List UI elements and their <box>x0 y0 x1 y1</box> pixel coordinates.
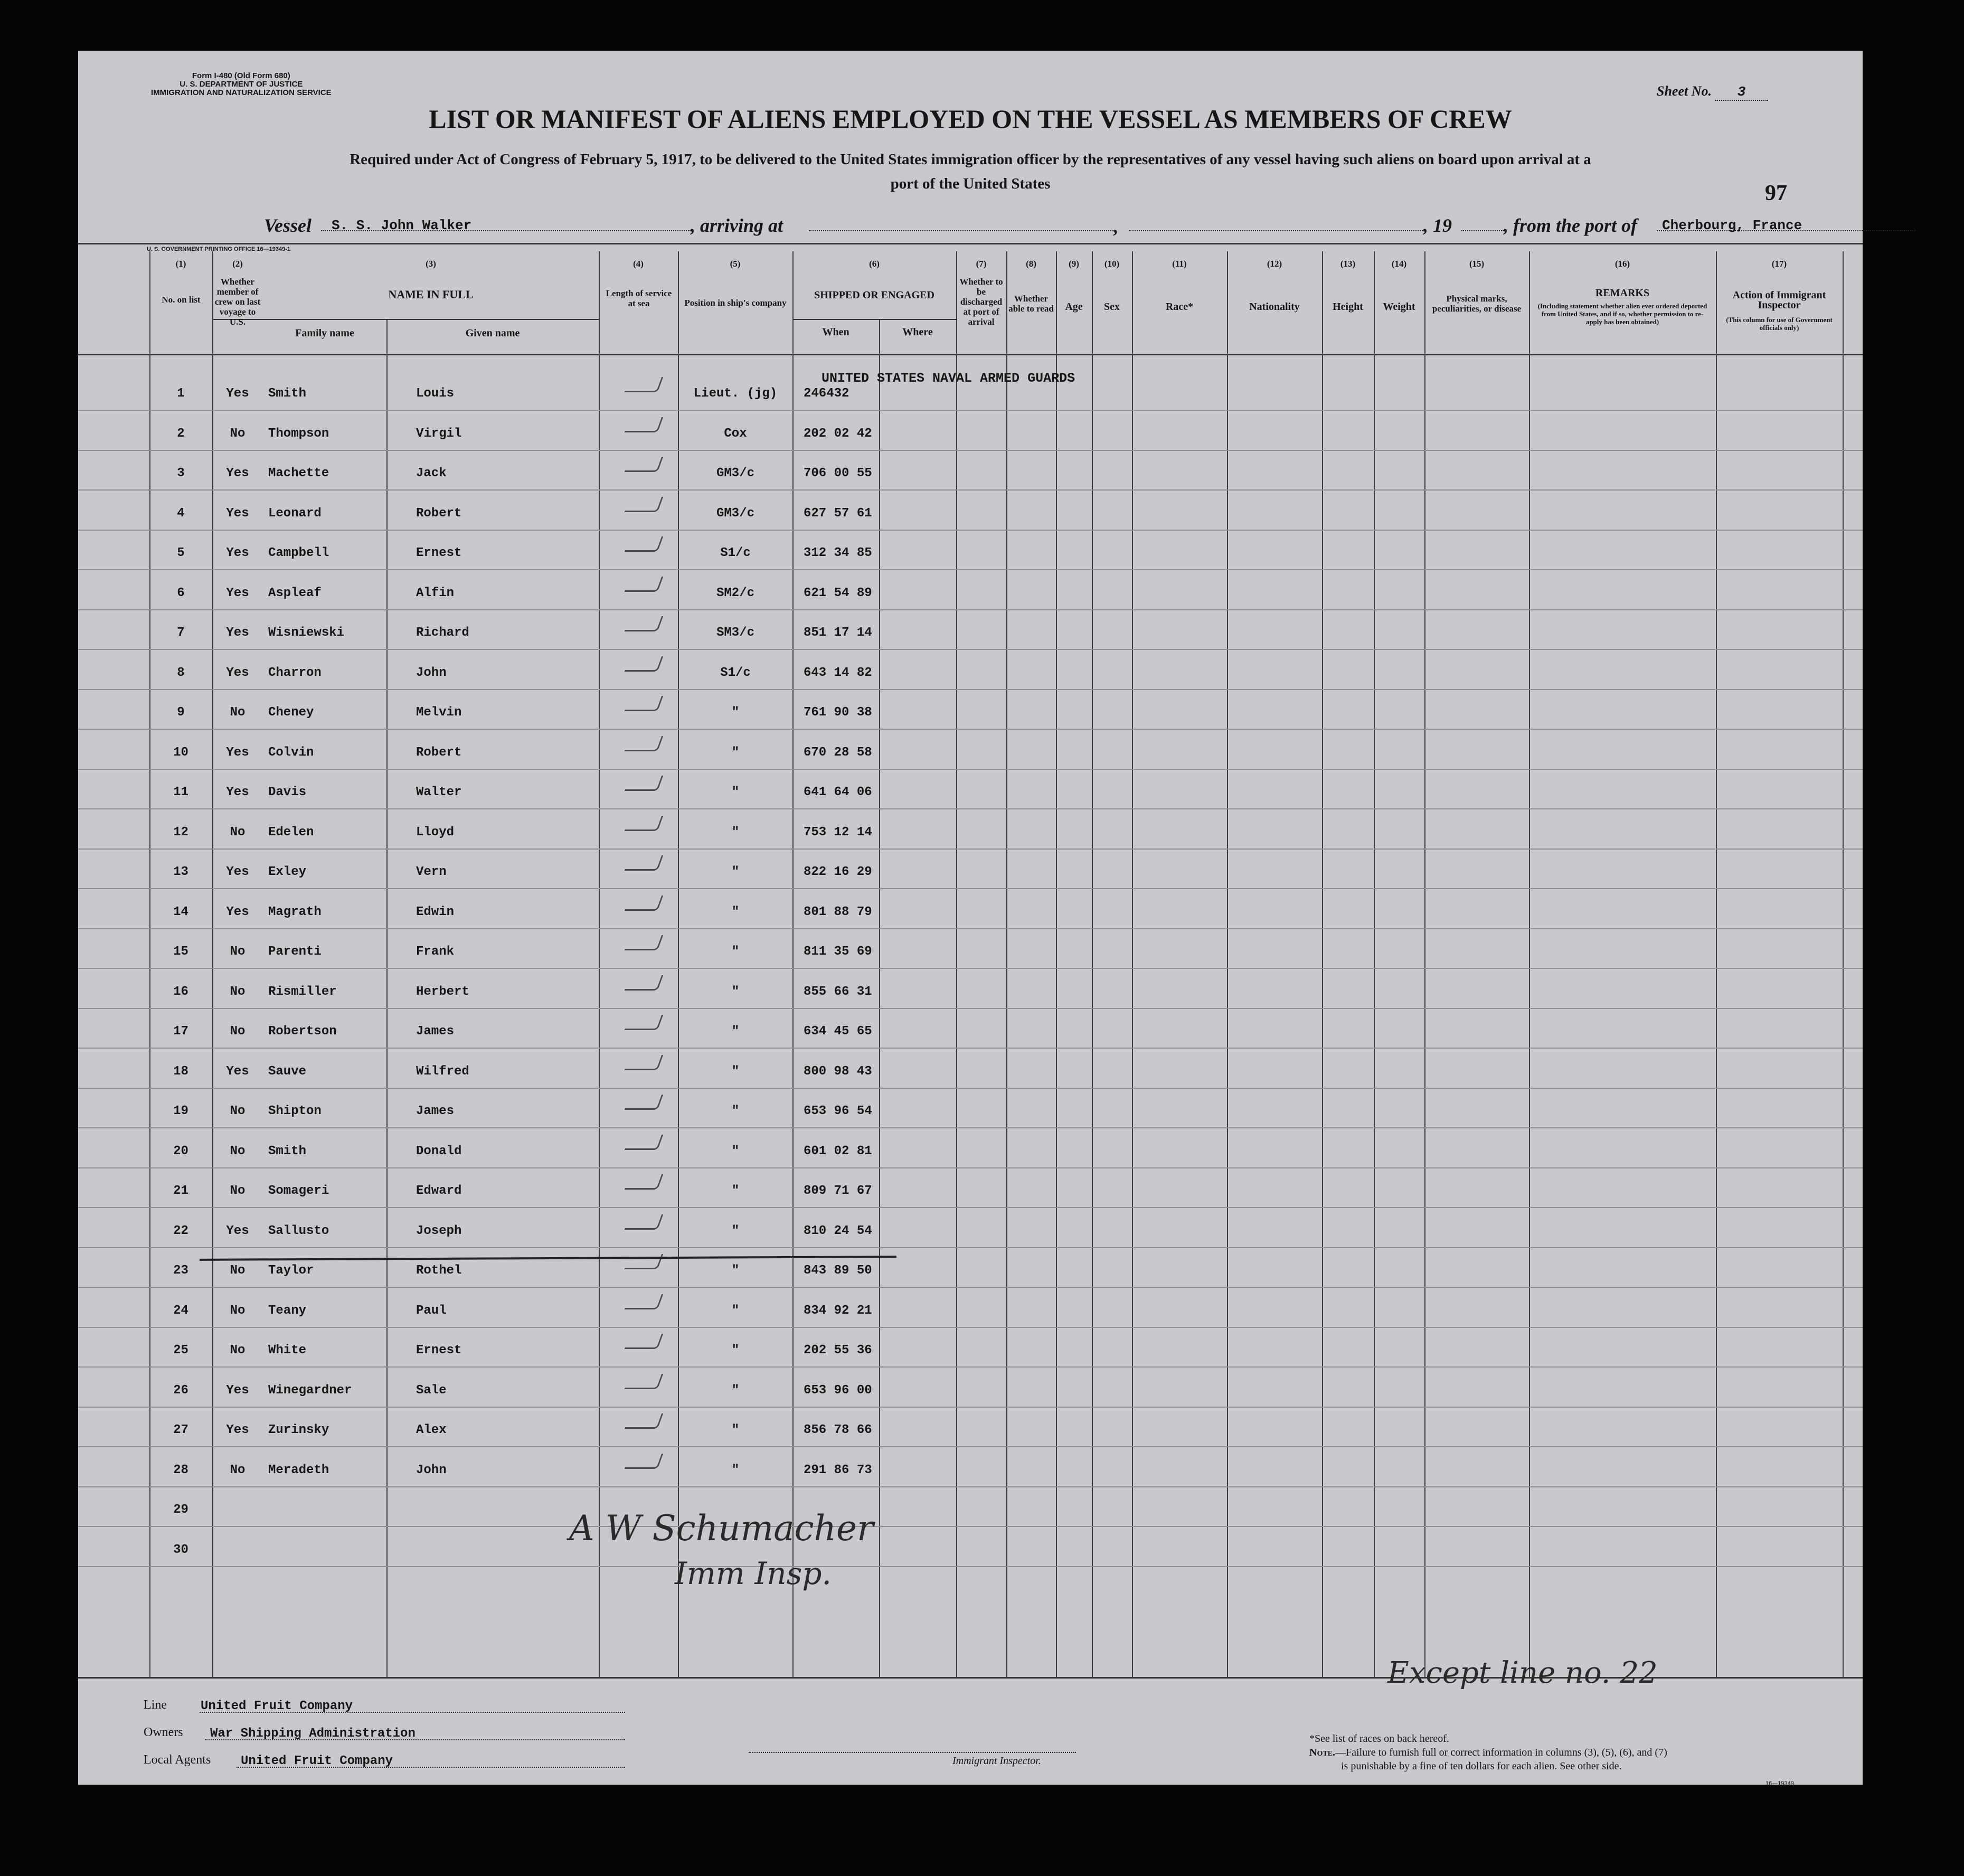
row-shipped-when: 634 45 65 <box>804 1024 872 1039</box>
check-mark-icon <box>625 1214 664 1230</box>
row-last-voyage: Yes <box>226 586 249 600</box>
row-given-name: Robert <box>416 746 462 760</box>
service: IMMIGRATION AND NATURALIZATION SERVICE <box>151 88 332 97</box>
footer-owners-value: War Shipping Administration <box>210 1727 416 1741</box>
row-last-voyage: No <box>230 1304 246 1318</box>
row-last-voyage: Yes <box>226 746 249 760</box>
row-family-name: Edelen <box>268 825 314 840</box>
row-family-name: Thompson <box>268 427 329 441</box>
footer-owners-label: Owners <box>144 1726 183 1739</box>
row-number: 12 <box>173 825 188 840</box>
row-given-name: Melvin <box>416 705 462 720</box>
row-shipped-when: 641 64 06 <box>804 785 872 799</box>
check-mark-icon <box>625 975 664 991</box>
row-last-voyage: No <box>230 1144 246 1158</box>
page-number: 97 <box>1765 181 1787 205</box>
row-shipped-when: 291 86 73 <box>804 1463 872 1477</box>
row-position: " <box>731 1423 740 1437</box>
row-given-name: Richard <box>416 626 469 640</box>
row-shipped-when: 809 71 67 <box>804 1184 872 1198</box>
row-number: 1 <box>177 386 185 401</box>
row-family-name: Robertson <box>268 1024 337 1039</box>
row-last-voyage: No <box>230 985 246 999</box>
row-given-name: James <box>416 1024 455 1039</box>
subtitle-line1: Required under Act of Congress of February 5, 1917, to be delivered to the United States immigration officer by the representatives of any vessel having such aliens on board upon arrival at a <box>350 151 1591 168</box>
form-id: Form I-480 (Old Form 680) <box>192 71 290 80</box>
inspector-signature: A W Schumacher <box>569 1508 874 1549</box>
row-last-voyage: Yes <box>226 1383 249 1398</box>
header-weight: Weight <box>1383 301 1415 313</box>
row-position: " <box>731 1224 740 1238</box>
col-number: (9) <box>1069 259 1079 269</box>
row-last-voyage: No <box>230 1463 246 1477</box>
row-shipped-when: 312 34 85 <box>804 546 872 560</box>
col-number: (5) <box>730 259 741 269</box>
row-number: 9 <box>177 705 185 720</box>
header-name-in-full: NAME IN FULL <box>388 288 474 301</box>
row-number: 3 <box>177 466 185 480</box>
row-shipped-when: 856 78 66 <box>804 1423 872 1437</box>
row-position: " <box>731 705 740 720</box>
row-shipped-when: 706 00 55 <box>804 466 872 480</box>
row-given-name: Ernest <box>416 546 462 560</box>
row-number: 10 <box>173 746 188 760</box>
check-mark-icon <box>625 855 664 871</box>
row-family-name: Wisniewski <box>268 626 345 640</box>
row-position: " <box>731 1383 740 1398</box>
check-mark-icon <box>625 895 664 911</box>
row-last-voyage: No <box>230 825 246 840</box>
check-mark-icon <box>625 816 664 831</box>
col-number: (15) <box>1469 259 1485 269</box>
row-family-name: Somageri <box>268 1184 329 1198</box>
row-family-name: Parenti <box>268 945 322 959</box>
row-given-name: Wilfred <box>416 1064 469 1079</box>
row-shipped-when: 834 92 21 <box>804 1304 872 1318</box>
header-action-note: (This column for use of Government officials only) <box>1726 316 1833 332</box>
row-given-name: Louis <box>416 386 455 401</box>
sheet-number: 3 <box>1715 84 1768 101</box>
row-position: " <box>731 1184 740 1198</box>
arriving-label: , arriving at <box>691 215 783 236</box>
row-last-voyage: Yes <box>226 865 249 879</box>
check-mark-icon <box>625 1374 664 1389</box>
col-number: (3) <box>426 259 436 269</box>
check-mark-icon <box>625 377 664 392</box>
row-given-name: Alex <box>416 1423 447 1437</box>
row-number: 22 <box>173 1224 188 1238</box>
row-shipped-when: 621 54 89 <box>804 586 872 600</box>
row-family-name: Colvin <box>268 746 314 760</box>
row-shipped-when: 800 98 43 <box>804 1064 872 1079</box>
row-given-name: Edwin <box>416 905 455 919</box>
row-number: 13 <box>173 865 188 879</box>
sheet-number-label: Sheet No. 3 <box>1657 83 1768 101</box>
col-number: (7) <box>976 259 987 269</box>
header-nationality: Nationality <box>1249 301 1300 313</box>
inspector-title: Imm Insp. <box>675 1556 832 1591</box>
row-given-name: Virgil <box>416 427 462 441</box>
row-given-name: Joseph <box>416 1224 462 1238</box>
row-family-name: Sauve <box>268 1064 307 1079</box>
row-family-name: Sallusto <box>268 1224 329 1238</box>
row-shipped-when: 810 24 54 <box>804 1224 872 1238</box>
row-family-name: Magrath <box>268 905 322 919</box>
row-shipped-when: 843 89 50 <box>804 1264 872 1278</box>
row-position: S1/c <box>720 546 751 560</box>
check-mark-icon <box>625 536 664 552</box>
row-family-name: Taylor <box>268 1264 314 1278</box>
row-number: 11 <box>173 785 188 799</box>
header-age: Age <box>1065 301 1083 313</box>
header-action-inspector: Action of Immigrant Inspector <box>1732 289 1826 311</box>
header-shipped: SHIPPED OR ENGAGED <box>814 289 934 301</box>
handwritten-note: Except line no. 22 <box>1387 1656 1658 1690</box>
row-family-name: Smith <box>268 1144 307 1158</box>
header-length-service: Length of service at sea <box>606 288 672 308</box>
col-number: (1) <box>175 259 186 269</box>
check-mark-icon <box>625 1413 664 1429</box>
subtitle-line2: port of the United States <box>890 175 1051 192</box>
row-last-voyage: No <box>230 1184 246 1198</box>
row-position: " <box>731 1343 740 1357</box>
row-last-voyage: No <box>230 427 246 441</box>
row-position: " <box>731 825 740 840</box>
row-shipped-when: 855 66 31 <box>804 985 872 999</box>
row-position: " <box>731 865 740 879</box>
col-number: (4) <box>633 259 644 269</box>
row-given-name: Robert <box>416 506 462 521</box>
row-given-name: John <box>416 666 447 680</box>
row-shipped-when: 202 02 42 <box>804 427 872 441</box>
check-mark-icon <box>625 1294 664 1309</box>
col-number: (17) <box>1771 259 1787 269</box>
row-given-name: Jack <box>416 466 447 480</box>
row-shipped-when: 202 55 36 <box>804 1343 872 1357</box>
check-mark-icon <box>625 457 664 472</box>
row-shipped-when: 643 14 82 <box>804 666 872 680</box>
row-position: " <box>731 746 740 760</box>
footer-note-line2: is punishable by a fine of ten dollars for each alien. See other side. <box>1341 1760 1622 1772</box>
row-family-name: Cheney <box>268 705 314 720</box>
row-number: 20 <box>173 1144 188 1158</box>
row-number: 19 <box>173 1104 188 1118</box>
row-family-name: Exley <box>268 865 307 879</box>
header-where: Where <box>902 326 933 338</box>
row-family-name: Zurinsky <box>268 1423 329 1437</box>
header-family-name: Family name <box>295 327 354 339</box>
header-physical-marks: Physical marks, peculiarities, or disease <box>1432 294 1522 314</box>
row-given-name: Edward <box>416 1184 462 1198</box>
row-family-name: Charron <box>268 666 322 680</box>
header-sex: Sex <box>1104 301 1120 313</box>
col-number: (12) <box>1267 259 1282 269</box>
check-mark-icon <box>625 1334 664 1349</box>
header-able-read: Whether able to read <box>1008 294 1054 314</box>
check-mark-icon <box>625 736 664 751</box>
year-label: , 19 <box>1423 215 1452 236</box>
header-discharged: Whether to be discharged at port of arrival <box>959 277 1003 327</box>
vessel-label: Vessel <box>264 215 311 236</box>
check-mark-icon <box>625 616 664 631</box>
row-number: 24 <box>173 1304 188 1318</box>
row-family-name: Machette <box>268 466 329 480</box>
check-mark-icon <box>625 656 664 672</box>
row-last-voyage: Yes <box>226 905 249 919</box>
row-number: 15 <box>173 945 188 959</box>
col-number: (11) <box>1172 259 1187 269</box>
footer-form-code: 16—19349 <box>1765 1780 1794 1787</box>
row-number: 30 <box>173 1543 188 1557</box>
row-number: 23 <box>173 1264 188 1278</box>
row-position: " <box>731 1264 740 1278</box>
header-height: Height <box>1333 301 1363 313</box>
row-given-name: Ernest <box>416 1343 462 1357</box>
row-family-name: Smith <box>268 386 307 401</box>
row-position: " <box>731 905 740 919</box>
row-number: 7 <box>177 626 185 640</box>
row-position: " <box>731 1064 740 1079</box>
header-given-name: Given name <box>465 327 520 339</box>
row-last-voyage: Yes <box>226 666 249 680</box>
row-shipped-when: 601 02 81 <box>804 1144 872 1158</box>
row-number: 21 <box>173 1184 188 1198</box>
row-position: " <box>731 1144 740 1158</box>
row-number: 16 <box>173 985 188 999</box>
row-number: 14 <box>173 905 188 919</box>
row-given-name: Frank <box>416 945 455 959</box>
row-position: " <box>731 785 740 799</box>
header-when: When <box>822 326 849 338</box>
row-number: 6 <box>177 586 185 600</box>
row-last-voyage: Yes <box>226 1224 249 1238</box>
department: U. S. DEPARTMENT OF JUSTICE <box>180 80 303 89</box>
form-header <box>151 72 332 97</box>
check-mark-icon <box>625 497 664 512</box>
row-given-name: Vern <box>416 865 447 879</box>
footer-note: Note.—Failure to furnish full or correct information in columns (3), (5), (6), and (7) <box>1309 1747 1667 1758</box>
row-number: 18 <box>173 1064 188 1079</box>
row-shipped-when: 670 28 58 <box>804 746 872 760</box>
row-number: 8 <box>177 666 185 680</box>
check-mark-icon <box>625 1015 664 1030</box>
row-shipped-when: 822 16 29 <box>804 865 872 879</box>
row-number: 26 <box>173 1383 188 1398</box>
row-family-name: Aspleaf <box>268 586 322 600</box>
row-shipped-when: 851 17 14 <box>804 626 872 640</box>
row-position: Cox <box>724 427 747 441</box>
row-last-voyage: No <box>230 1024 246 1039</box>
footer-line-value: United Fruit Company <box>201 1699 353 1713</box>
col-number: (14) <box>1391 259 1407 269</box>
check-mark-icon <box>625 935 664 950</box>
row-shipped-when: 653 96 00 <box>804 1383 872 1398</box>
row-number: 25 <box>173 1343 188 1357</box>
footer-agents-value: United Fruit Company <box>241 1754 393 1768</box>
check-mark-icon <box>625 1174 664 1190</box>
row-number: 28 <box>173 1463 188 1477</box>
row-family-name: Campbell <box>268 546 329 560</box>
row-family-name: White <box>268 1343 307 1357</box>
row-last-voyage: No <box>230 945 246 959</box>
row-family-name: Meradeth <box>268 1463 329 1477</box>
row-given-name: John <box>416 1463 447 1477</box>
row-last-voyage: Yes <box>226 386 249 401</box>
col-number: (2) <box>232 259 243 269</box>
footer-line-label: Line <box>144 1698 167 1712</box>
check-mark-icon <box>625 1135 664 1150</box>
header-race: Race* <box>1165 301 1194 313</box>
row-shipped-when: 246432 <box>804 386 849 401</box>
strike-line-22 <box>200 1256 896 1261</box>
row-family-name: Rismiller <box>268 985 337 999</box>
manifest-sheet: Form I-480 (Old Form 680) U. S. DEPARTMENT OF JUSTICE IMMIGRATION AND NATURALIZATION SERVICE Sheet No. 3 LIST OR MANIFEST OF ALIENS EMPLOYED ON THE VESSEL AS MEMBERS OF CREW Required under Act of Congress of February 5, 1917, to be delivered to the United States immigration officer by the representatives of any vessel having such aliens on board upon arrival at a port of the United States 97 Vessel S. S. John Walker , arriving at , , 19 , from the port of Cherbourg, France U. S. GOVERNMENT PRINTING OFFICE 16—19349-1 (1) (2) (3) (4) (5) (6) (7) (8) (9) (10) (11) (12) (13) (14) (15) (16) (17) No. on list Whether member of crew on last voyage to U.S. NAME IN FULL Family name Given name Length of service at sea Position in ship's company SHIPPED OR ENGAGED When Where Whether to be discharged at port of arrival Whether able to read Age Sex Race* Nationality Height Weight Physical marks, peculiarities, or disease REMARKS (Including statement whether alien ever ordered deported from United States, and if so, whether permission to re-apply has been obtained) Action of Immigrant Inspector (This column for use of Government officials only) UNITED STATES NAVAL ARMED GUARDS 1 Yes Smith Louis Lieut. (jg) 246432 2 No Thompson Virgil Cox 202 02 42 3 Yes Machette Jack GM3/c 706 00 55 4 Yes Leonard Robert GM3/c 627 57 61 5 Yes Campbell Ernest S1/c 312 34 85 6 Yes Aspleaf Alfin SM2/c 621 54 89 7 Yes Wisniewski Richard SM3/c 851 17 14 8 Yes Charron John S1/c 643 14 82 9 No Cheney Melvin " 761 90 38 10 Yes Colvin Robert " 670 28 58 11 Yes Davis Walter " 641 64 06 12 No Edelen Lloyd " 753 12 14 13 Yes Exley Vern " 822 16 29 14 Yes Magrath Edwin " 801 88 79 15 No Parenti Frank " 811 35 69 16 No Rismiller Herbert " 855 66 31 17 No Robertson James " 634 45 65 18 Yes Sauve Wilfred " 800 98 43 19 No Shipton James " 653 96 54 20 No Smith Donald " 601 02 81 21 No Somageri Edward " 809 71 67 22 Yes Sallusto Joseph " 810 24 54 23 No Taylor Rothel " 843 89 50 24 No Teany Paul " 834 92 21 25 No White Ernest " 202 55 36 26 Yes Winegardner Sale " 653 96 00 27 Yes Zurinsky Alex " 856 78 66 28 No Meradeth John " 291 86 73 29 30 A W Schumacher Imm Insp. Except line no. 22 Line United Fruit Company Owners War Shipping Administration Local Agents United Fruit Company Immigrant Inspector. *See list of races on back hereof. Note.—Failure to furnish full or correct information in columns (3), (5), (6), and (7) is punishable by a fine of ten dollars for each alien. See other side. 16—19349 <box>78 51 1863 1785</box>
row-given-name: Walter <box>416 785 462 799</box>
row-shipped-when: 811 35 69 <box>804 945 872 959</box>
row-last-voyage: Yes <box>226 1064 249 1079</box>
row-position: " <box>731 1024 740 1039</box>
row-position: " <box>731 1463 740 1477</box>
row-last-voyage: No <box>230 1104 246 1118</box>
vessel-name: S. S. John Walker <box>332 218 472 233</box>
row-last-voyage: Yes <box>226 506 249 521</box>
printing-office: U. S. GOVERNMENT PRINTING OFFICE 16—19349-1 <box>147 246 291 252</box>
row-position: Lieut. (jg) <box>693 386 778 401</box>
row-position: SM2/c <box>716 586 754 600</box>
row-given-name: Herbert <box>416 985 469 999</box>
row-position: " <box>731 1104 740 1118</box>
row-last-voyage: Yes <box>226 1423 249 1437</box>
row-last-voyage: Yes <box>226 626 249 640</box>
check-mark-icon <box>625 1095 664 1110</box>
from-port-label: , from the port of <box>1504 215 1638 236</box>
row-shipped-when: 761 90 38 <box>804 705 872 720</box>
row-number: 4 <box>177 506 185 521</box>
row-shipped-when: 801 88 79 <box>804 905 872 919</box>
row-last-voyage: Yes <box>226 546 249 560</box>
col-number: (13) <box>1340 259 1356 269</box>
check-mark-icon <box>625 577 664 592</box>
col-number: (8) <box>1026 259 1036 269</box>
row-last-voyage: No <box>230 1264 246 1278</box>
row-last-voyage: Yes <box>226 466 249 480</box>
header-remarks: REMARKS <box>1595 287 1650 299</box>
row-family-name: Teany <box>268 1304 307 1318</box>
row-given-name: Sale <box>416 1383 447 1398</box>
row-number: 17 <box>173 1024 188 1039</box>
col-number: (6) <box>869 259 880 269</box>
section-heading: UNITED STATES NAVAL ARMED GUARDS <box>822 371 1075 386</box>
footer-inspector-label: Immigrant Inspector. <box>952 1755 1041 1767</box>
header-position: Position in ship's company <box>684 298 787 308</box>
row-family-name: Davis <box>268 785 307 799</box>
row-last-voyage: Yes <box>226 785 249 799</box>
row-position: " <box>731 1304 740 1318</box>
header-remarks-note: (Including statement whether alien ever ordered deported from United States, and if so, whether permission to re-apply has been obtained) <box>1537 302 1707 326</box>
row-position: " <box>731 945 740 959</box>
row-given-name: Paul <box>416 1304 447 1318</box>
col-number: (16) <box>1614 259 1630 269</box>
row-position: SM3/c <box>716 626 754 640</box>
row-family-name: Shipton <box>268 1104 322 1118</box>
row-family-name: Winegardner <box>268 1383 352 1398</box>
check-mark-icon <box>625 1055 664 1070</box>
row-given-name: Rothel <box>416 1264 462 1278</box>
row-shipped-when: 753 12 14 <box>804 825 872 840</box>
check-mark-icon <box>625 417 664 432</box>
row-family-name: Leonard <box>268 506 322 521</box>
row-given-name: Donald <box>416 1144 462 1158</box>
row-number: 29 <box>173 1503 188 1517</box>
row-position: S1/c <box>720 666 751 680</box>
row-shipped-when: 627 57 61 <box>804 506 872 521</box>
row-position: GM3/c <box>716 506 754 521</box>
row-last-voyage: No <box>230 705 246 720</box>
row-position: " <box>731 985 740 999</box>
row-given-name: James <box>416 1104 455 1118</box>
row-given-name: Alfin <box>416 586 455 600</box>
check-mark-icon <box>625 1454 664 1469</box>
header-no-on-list: No. on list <box>162 295 201 305</box>
page-title: LIST OR MANIFEST OF ALIENS EMPLOYED ON THE VESSEL AS MEMBERS OF CREW <box>429 104 1512 134</box>
col-number: (10) <box>1104 259 1120 269</box>
row-shipped-when: 653 96 54 <box>804 1104 872 1118</box>
row-number: 5 <box>177 546 185 560</box>
row-last-voyage: No <box>230 1343 246 1357</box>
row-position: GM3/c <box>716 466 754 480</box>
footer-race-note: *See list of races on back hereof. <box>1309 1733 1449 1745</box>
row-given-name: Lloyd <box>416 825 455 840</box>
header-last-voyage: Whether member of crew on last voyage to U.S. <box>214 277 261 327</box>
footer-agents-label: Local Agents <box>144 1753 211 1767</box>
row-number: 2 <box>177 427 185 441</box>
check-mark-icon <box>625 696 664 711</box>
from-port: Cherbourg, France <box>1662 218 1802 233</box>
check-mark-icon <box>625 776 664 791</box>
row-number: 27 <box>173 1423 188 1437</box>
